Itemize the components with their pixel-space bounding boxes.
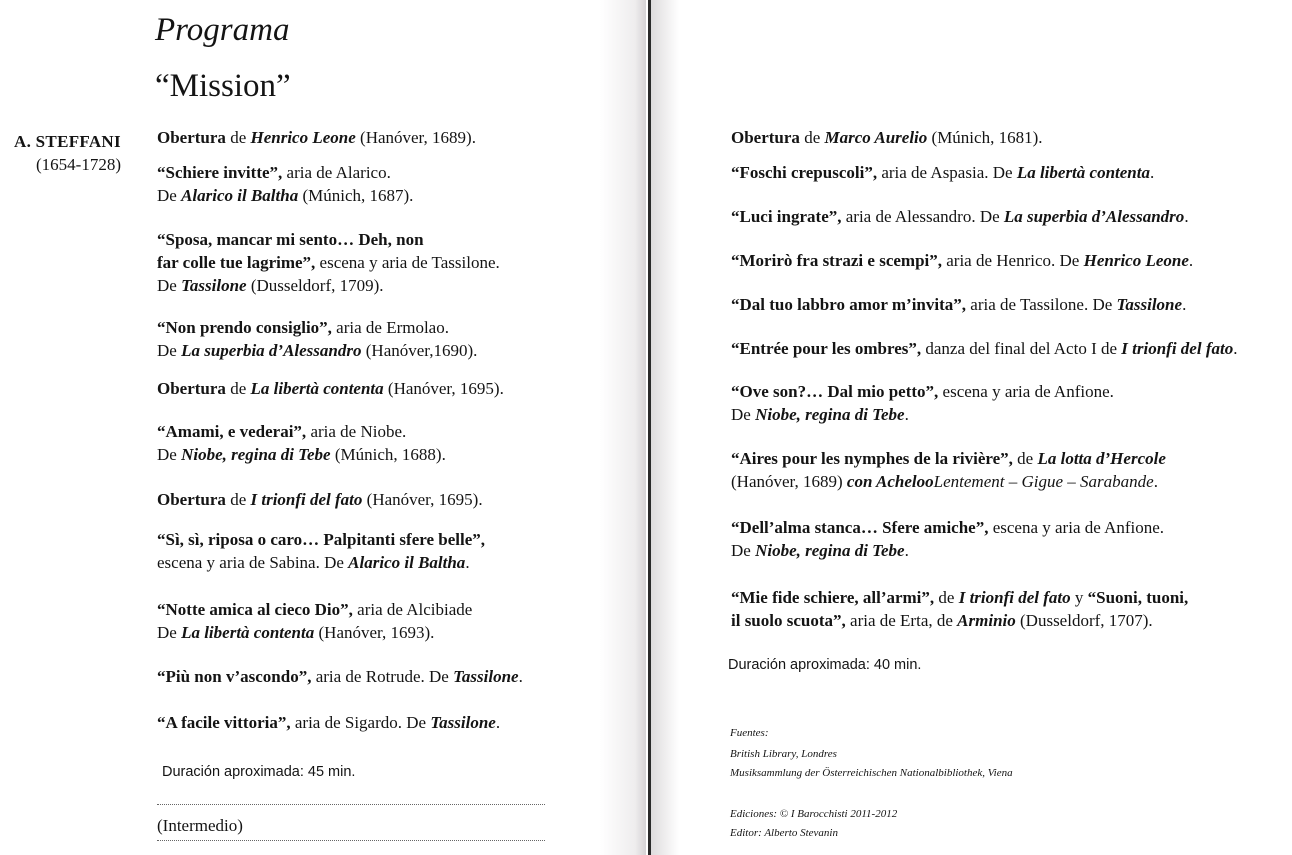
item-text: .: [1153, 472, 1158, 491]
divider-bottom: [157, 840, 545, 841]
piece-title: “Amami, e vederai”,: [157, 422, 307, 441]
intermedio: (Intermedio): [157, 816, 243, 835]
work-title: Tassilone: [181, 276, 247, 295]
sources-line-2: Musiksammlung der Österreichischen Nationalbibliothek, Viena: [730, 767, 1013, 779]
item-text: .: [904, 541, 909, 560]
gutter-shadow-right: [651, 0, 679, 855]
program-item-line: [157, 621, 434, 644]
divider-top: [157, 804, 545, 805]
piece-title: “Suoni, tuoni,: [1087, 588, 1189, 607]
program-item-line: [157, 551, 470, 574]
item-text: de: [225, 128, 251, 147]
item-text: De: [157, 623, 182, 642]
item-text: (Hanóver, 1689).: [355, 128, 476, 147]
item-text: aria de Niobe.: [306, 422, 407, 441]
item-text: de: [225, 379, 251, 398]
work-title: La libertà contenta: [1016, 163, 1150, 182]
item-text: (Hanóver, 1695).: [383, 379, 504, 398]
movement-list: Lentement – Gigue – Sarabande: [933, 472, 1154, 491]
work-title: Arminio: [957, 611, 1016, 630]
program-title: Programa: [155, 12, 290, 48]
work-title: Niobe, regina di Tebe: [181, 445, 331, 464]
item-text: aria de Aspasia. De: [877, 163, 1017, 182]
piece-title: “A facile vittoria”,: [157, 713, 291, 732]
item-text: aria de Henrico. De: [942, 251, 1084, 270]
item-text: .: [1149, 163, 1155, 182]
piece-title: Obertura: [731, 128, 800, 147]
program-item-line: [157, 161, 391, 184]
item-text: .: [1188, 251, 1194, 270]
piece-title: il suolo scuota”,: [731, 611, 846, 630]
item-text: de: [799, 128, 825, 147]
piece-title: “Sposa, mancar mi sento… Deh, non: [157, 230, 424, 249]
piece-title: “Entrée pour les ombres”,: [731, 339, 922, 358]
program-item-line: [731, 337, 1237, 360]
composer-name: A. STEFFANI: [14, 132, 121, 151]
program-item-line: [731, 249, 1193, 272]
work-title: Marco Aurelio: [824, 128, 928, 147]
item-text: (Hanóver, 1693).: [314, 623, 435, 642]
program-item-line: [157, 316, 449, 339]
item-text: (Múnich, 1688).: [330, 445, 446, 464]
program-item-line: [157, 528, 485, 551]
work-title: Tassilone: [453, 667, 519, 686]
piece-title: Obertura: [157, 379, 226, 398]
work-title: Tassilone: [430, 713, 496, 732]
item-text: (Hanóver,1690).: [361, 341, 478, 360]
item-text: (Múnich, 1681).: [927, 128, 1043, 147]
composer-dates: (1654-1728): [36, 155, 121, 174]
program-item-line: [157, 228, 424, 251]
work-title: Niobe, regina di Tebe: [755, 541, 905, 560]
item-text: escena y aria de Tassilone.: [315, 253, 500, 272]
item-text: escena y aria de Anfione.: [988, 518, 1165, 537]
left-duration: Duración aproximada: 45 min.: [162, 764, 356, 780]
program-item-line: [157, 598, 472, 621]
program-item-line: [731, 447, 1166, 470]
item-text: .: [904, 405, 909, 424]
item-text: aria de Rotrude. De: [311, 667, 454, 686]
program-item-line: [157, 274, 384, 297]
item-text: de: [225, 490, 251, 509]
item-text: de: [1012, 449, 1038, 468]
program-item-line: [731, 586, 1188, 609]
piece-title: far colle tue lagrime”,: [157, 253, 316, 272]
book-spine: [648, 0, 651, 855]
piece-title: “Ove son?… Dal mio petto”,: [731, 382, 939, 401]
piece-title: “Schiere invitte”,: [157, 163, 283, 182]
item-text: De: [157, 341, 182, 360]
piece-title: “Più non v’ascondo”,: [157, 667, 312, 686]
item-text: (Hanóver, 1695).: [362, 490, 483, 509]
program-item-line: [731, 205, 1189, 228]
program-item-line: [157, 665, 523, 688]
item-text: aria de Alcibiade: [352, 600, 473, 619]
item-text: aria de Sigardo. De: [290, 713, 431, 732]
item-text: De: [157, 186, 182, 205]
work-title: Alarico il Baltha: [181, 186, 299, 205]
item-text: escena y aria de Anfione.: [938, 382, 1114, 401]
piece-title: “Foschi crepuscoli”,: [731, 163, 878, 182]
item-text: .: [1182, 295, 1187, 314]
item-text: De: [157, 276, 182, 295]
item-text: .: [495, 713, 501, 732]
program-item-line: [157, 443, 446, 466]
work-title: La libertà contenta: [250, 379, 384, 398]
program-item-line: [157, 339, 477, 362]
item-text: aria de Alarico.: [282, 163, 391, 182]
right-duration: Duración aproximada: 40 min.: [728, 657, 922, 673]
program-item-line: [731, 293, 1186, 316]
item-text: aria de Tassilone. De: [966, 295, 1117, 314]
program-item-line: [731, 539, 909, 562]
item-text: aria de Alessandro. De: [841, 207, 1004, 226]
item-text: De: [157, 445, 182, 464]
work-title: La superbia d’Alessandro: [1003, 207, 1185, 226]
work-title: Niobe, regina di Tebe: [755, 405, 905, 424]
item-text: (Hanóver, 1689): [731, 472, 847, 491]
work-title: I trionfi del fato: [250, 490, 363, 509]
item-text: y: [1070, 588, 1088, 607]
piece-title: “Notte amica al cieco Dio”,: [157, 600, 353, 619]
sources-line-1: British Library, Londres: [730, 748, 837, 760]
item-text: aria de Erta, de: [845, 611, 958, 630]
item-text: De: [731, 405, 756, 424]
piece-title: “Dell’alma stanca… Sfere amiche”,: [731, 518, 989, 537]
piece-title: Obertura: [157, 128, 226, 147]
program-item-line: [157, 420, 406, 443]
program-item-line: [157, 184, 413, 207]
item-text: escena y aria de Sabina. De: [157, 553, 349, 572]
editions-credit: Ediciones: © I Barocchisti 2011-2012: [730, 808, 898, 820]
work-title: Henrico Leone: [1083, 251, 1189, 270]
sources-heading: Fuentes:: [730, 727, 769, 739]
editor-credit: Editor: Alberto Stevanin: [730, 827, 838, 839]
piece-title: “Mie fide schiere, all’armi”,: [731, 588, 935, 607]
program-item-line: [731, 516, 1164, 539]
piece-title: “Dal tuo labbro amor m’invita”,: [731, 295, 967, 314]
item-text: .: [1233, 339, 1238, 358]
program-item-line: [157, 377, 504, 400]
work-title: con Acheloo: [846, 472, 934, 491]
piece-title: “Luci ingrate”,: [731, 207, 842, 226]
program-item-line: [731, 470, 1158, 493]
item-text: (Dusseldorf, 1707).: [1015, 611, 1153, 630]
item-text: (Múnich, 1687).: [298, 186, 414, 205]
item-text: De: [731, 541, 756, 560]
program-item-line: [731, 161, 1154, 184]
program-item-line: [157, 251, 500, 274]
item-text: .: [1184, 207, 1189, 226]
program-item-line: [157, 126, 476, 149]
gutter-shadow: [600, 0, 646, 855]
item-text: de: [934, 588, 959, 607]
piece-title: Obertura: [157, 490, 226, 509]
piece-title: “Sì, sì, riposa o caro… Palpitanti sfere belle”,: [157, 530, 486, 549]
work-title: La lotta d’Hercole: [1037, 449, 1166, 468]
program-item-line: [157, 711, 500, 734]
piece-title: “Morirò fra strazi e scempi”,: [731, 251, 942, 270]
work-title: Alarico il Baltha: [348, 553, 466, 572]
item-text: .: [518, 667, 523, 686]
item-text: .: [465, 553, 470, 572]
piece-title: “Non prendo consiglio”,: [157, 318, 332, 337]
work-title: La libertà contenta: [181, 623, 315, 642]
work-title: I trionfi del fato: [1121, 339, 1234, 358]
program-item-line: [731, 380, 1114, 403]
program-item-line: [731, 403, 909, 426]
piece-title: “Aires pour les nymphes de la rivière”,: [731, 449, 1013, 468]
work-title: Henrico Leone: [250, 128, 356, 147]
program-subtitle: “Mission”: [155, 68, 291, 104]
item-text: danza del final del Acto I de: [921, 339, 1122, 358]
work-title: La superbia d’Alessandro: [181, 341, 362, 360]
program-item-line: [731, 609, 1153, 632]
item-text: aria de Ermolao.: [331, 318, 449, 337]
program-item-line: [731, 126, 1043, 149]
right-page: [646, 0, 1292, 855]
program-item-line: [157, 488, 483, 511]
item-text: (Dusseldorf, 1709).: [246, 276, 384, 295]
work-title: I trionfi del fato: [958, 588, 1071, 607]
work-title: Tassilone: [1116, 295, 1183, 314]
